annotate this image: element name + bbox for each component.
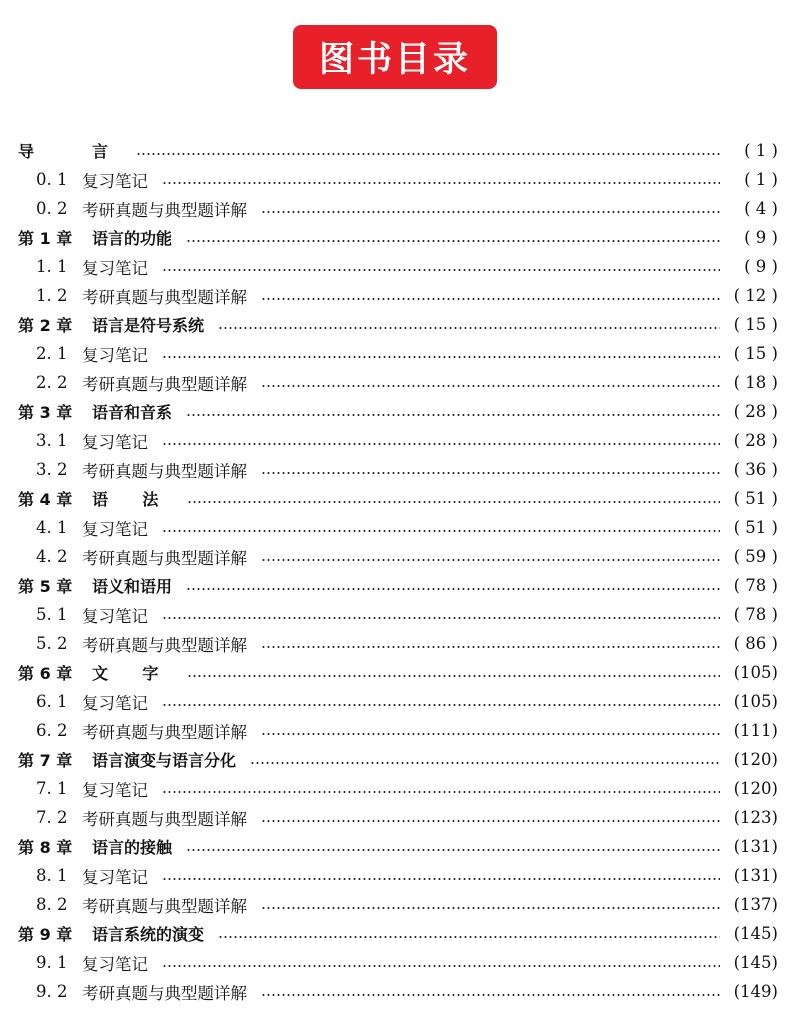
toc-page-number: ( 28 ) xyxy=(733,431,778,450)
toc-page-number: ( 86 ) xyxy=(733,634,778,653)
toc-entry-title: 考研真题与典型题详解 xyxy=(82,461,247,481)
toc-section-row[interactable] xyxy=(18,687,778,716)
toc-section-row[interactable] xyxy=(18,194,778,223)
table-of-contents xyxy=(18,136,778,1006)
toc-page-number: ( 9 ) xyxy=(744,228,778,247)
toc-page-number: (120) xyxy=(733,750,778,769)
toc-page-number: (131) xyxy=(733,866,778,885)
toc-entry-number: 第 7 章 xyxy=(18,751,73,770)
toc-entry-title: 考研真题与典型题详解 xyxy=(82,200,247,220)
toc-entry-number: 9. 1 xyxy=(36,953,68,972)
toc-page-number: ( 28 ) xyxy=(733,402,778,421)
toc-entry-title: 复习笔记 xyxy=(82,693,148,713)
toc-entry-title: 语言系统的演变 xyxy=(92,925,205,944)
toc-entry-title: 言 xyxy=(92,142,123,161)
toc-section-row[interactable] xyxy=(18,339,778,368)
toc-entry-number: 第 3 章 xyxy=(18,403,73,422)
toc-entry-number: 导 xyxy=(18,142,35,161)
toc-entry-title: 语言的功能 xyxy=(92,229,173,248)
toc-section-row[interactable] xyxy=(18,426,778,455)
dot-leader xyxy=(186,240,720,242)
toc-page-number: ( 18 ) xyxy=(733,373,778,392)
toc-page-number: ( 12 ) xyxy=(733,286,778,305)
toc-entry-title: 复习笔记 xyxy=(82,954,148,974)
toc-entry-title: 复习笔记 xyxy=(82,258,148,278)
dot-leader xyxy=(162,704,720,706)
toc-page-number: (111) xyxy=(733,721,778,740)
toc-page-number: ( 59 ) xyxy=(733,547,778,566)
toc-chapter-row[interactable] xyxy=(18,136,778,165)
toc-section-row[interactable] xyxy=(18,861,778,890)
toc-entry-title: 考研真题与典型题详解 xyxy=(82,374,247,394)
toc-page-number: (105) xyxy=(733,692,778,711)
toc-section-row[interactable] xyxy=(18,542,778,571)
dot-leader xyxy=(186,849,720,851)
toc-page-number: ( 78 ) xyxy=(733,576,778,595)
toc-entry-number: 5. 2 xyxy=(36,634,68,653)
toc-section-row[interactable] xyxy=(18,368,778,397)
toc-entry-title: 考研真题与典型题详解 xyxy=(82,722,247,742)
toc-page-number: (131) xyxy=(733,837,778,856)
toc-chapter-row[interactable] xyxy=(18,658,778,687)
toc-entry-title: 考研真题与典型题详解 xyxy=(82,809,247,829)
toc-entry-title: 复习笔记 xyxy=(82,606,148,626)
toc-entry-number: 8. 1 xyxy=(36,866,68,885)
dot-leader xyxy=(186,588,720,590)
toc-entry-number: 7. 2 xyxy=(36,808,68,827)
toc-page-number: (145) xyxy=(733,953,778,972)
toc-banner-title: 图书目录 xyxy=(293,25,497,89)
dot-leader xyxy=(162,878,720,880)
toc-entry-number: 6. 1 xyxy=(36,692,68,711)
toc-section-row[interactable] xyxy=(18,890,778,919)
toc-page-number: (120) xyxy=(733,779,778,798)
dot-leader xyxy=(261,646,720,648)
toc-page-number: (105) xyxy=(733,663,778,682)
toc-entry-title: 考研真题与典型题详解 xyxy=(82,983,247,1003)
toc-page-number: ( 15 ) xyxy=(733,315,778,334)
toc-entry-number: 1. 2 xyxy=(36,286,68,305)
dot-leader xyxy=(218,936,720,938)
toc-entry-number: 第 1 章 xyxy=(18,229,73,248)
toc-page-number: (145) xyxy=(733,924,778,943)
toc-chapter-row[interactable] xyxy=(18,745,778,774)
banner-container xyxy=(0,25,790,89)
toc-section-row[interactable] xyxy=(18,977,778,1006)
toc-entry-number: 6. 2 xyxy=(36,721,68,740)
dot-leader xyxy=(187,675,720,677)
toc-page-number: ( 9 ) xyxy=(744,257,778,276)
dot-leader xyxy=(261,733,720,735)
toc-entry-number: 1. 1 xyxy=(36,257,68,276)
toc-page-number: ( 51 ) xyxy=(733,489,778,508)
toc-entry-title: 语 法 xyxy=(92,490,173,509)
toc-page-number: ( 78 ) xyxy=(733,605,778,624)
toc-page-number: (123) xyxy=(733,808,778,827)
toc-entry-number: 2. 2 xyxy=(36,373,68,392)
dot-leader xyxy=(218,327,720,329)
toc-entry-title: 复习笔记 xyxy=(82,345,148,365)
toc-entry-title: 考研真题与典型题详解 xyxy=(82,635,247,655)
toc-entry-title: 文 字 xyxy=(92,664,173,683)
toc-entry-title: 语言的接触 xyxy=(92,838,173,857)
dot-leader xyxy=(162,530,720,532)
dot-leader xyxy=(261,820,720,822)
toc-section-row[interactable] xyxy=(18,716,778,745)
toc-entry-number: 7. 1 xyxy=(36,779,68,798)
dot-leader xyxy=(261,472,720,474)
toc-entry-number: 0. 1 xyxy=(36,170,68,189)
toc-page-number: ( 36 ) xyxy=(733,460,778,479)
toc-entry-title: 考研真题与典型题详解 xyxy=(82,287,247,307)
toc-section-row[interactable] xyxy=(18,281,778,310)
dot-leader xyxy=(261,907,720,909)
toc-entry-number: 3. 1 xyxy=(36,431,68,450)
toc-page-number: ( 1 ) xyxy=(744,170,778,189)
toc-entry-title: 复习笔记 xyxy=(82,780,148,800)
toc-page-number: (137) xyxy=(733,895,778,914)
toc-entry-title: 语音和音系 xyxy=(92,403,173,422)
toc-page-number: ( 4 ) xyxy=(744,199,778,218)
toc-entry-number: 2. 1 xyxy=(36,344,68,363)
dot-leader xyxy=(250,762,720,764)
toc-entry-number: 4. 1 xyxy=(36,518,68,537)
toc-chapter-row[interactable] xyxy=(18,223,778,252)
toc-entry-number: 第 5 章 xyxy=(18,577,73,596)
dot-leader xyxy=(162,269,720,271)
dot-leader xyxy=(261,994,720,996)
toc-section-row[interactable] xyxy=(18,803,778,832)
toc-entry-number: 第 9 章 xyxy=(18,925,73,944)
toc-entry-number: 8. 2 xyxy=(36,895,68,914)
toc-entry-title: 复习笔记 xyxy=(82,867,148,887)
toc-section-row[interactable] xyxy=(18,948,778,977)
toc-section-row[interactable] xyxy=(18,513,778,542)
dot-leader xyxy=(162,443,720,445)
dot-leader xyxy=(261,559,720,561)
toc-entry-title: 语言是符号系统 xyxy=(92,316,205,335)
toc-section-row[interactable] xyxy=(18,455,778,484)
toc-entry-title: 语义和语用 xyxy=(92,577,173,596)
toc-entry-title: 复习笔记 xyxy=(82,432,148,452)
dot-leader xyxy=(162,356,720,358)
toc-entry-number: 5. 1 xyxy=(36,605,68,624)
toc-section-row[interactable] xyxy=(18,629,778,658)
toc-chapter-row[interactable] xyxy=(18,571,778,600)
toc-page-number: ( 15 ) xyxy=(733,344,778,363)
toc-chapter-row[interactable] xyxy=(18,832,778,861)
toc-page-number: ( 51 ) xyxy=(733,518,778,537)
toc-chapter-row[interactable] xyxy=(18,397,778,426)
toc-chapter-row[interactable] xyxy=(18,484,778,513)
toc-entry-title: 复习笔记 xyxy=(82,519,148,539)
toc-chapter-row[interactable] xyxy=(18,310,778,339)
toc-section-row[interactable] xyxy=(18,774,778,803)
toc-entry-title: 复习笔记 xyxy=(82,171,148,191)
toc-section-row[interactable] xyxy=(18,600,778,629)
toc-chapter-row[interactable] xyxy=(18,919,778,948)
toc-entry-number: 第 4 章 xyxy=(18,490,73,509)
toc-entry-number: 0. 2 xyxy=(36,199,68,218)
toc-entry-number: 第 6 章 xyxy=(18,664,73,683)
toc-entry-number: 4. 2 xyxy=(36,547,68,566)
dot-leader xyxy=(186,414,720,416)
dot-leader xyxy=(261,211,720,213)
toc-entry-number: 第 8 章 xyxy=(18,838,73,857)
dot-leader xyxy=(187,501,720,503)
dot-leader xyxy=(136,153,720,155)
dot-leader xyxy=(162,965,720,967)
toc-entry-title: 语言演变与语言分化 xyxy=(92,751,237,770)
toc-entry-number: 9. 2 xyxy=(36,982,68,1001)
dot-leader xyxy=(162,791,720,793)
dot-leader xyxy=(261,385,720,387)
toc-entry-number: 3. 2 xyxy=(36,460,68,479)
toc-section-row[interactable] xyxy=(18,165,778,194)
dot-leader xyxy=(162,617,720,619)
dot-leader xyxy=(261,298,720,300)
toc-entry-number: 第 2 章 xyxy=(18,316,73,335)
toc-entry-title: 考研真题与典型题详解 xyxy=(82,548,247,568)
toc-section-row[interactable] xyxy=(18,252,778,281)
toc-entry-title: 考研真题与典型题详解 xyxy=(82,896,247,916)
dot-leader xyxy=(162,182,720,184)
toc-page-number: (149) xyxy=(733,982,778,1001)
toc-page-number: ( 1 ) xyxy=(744,141,778,160)
